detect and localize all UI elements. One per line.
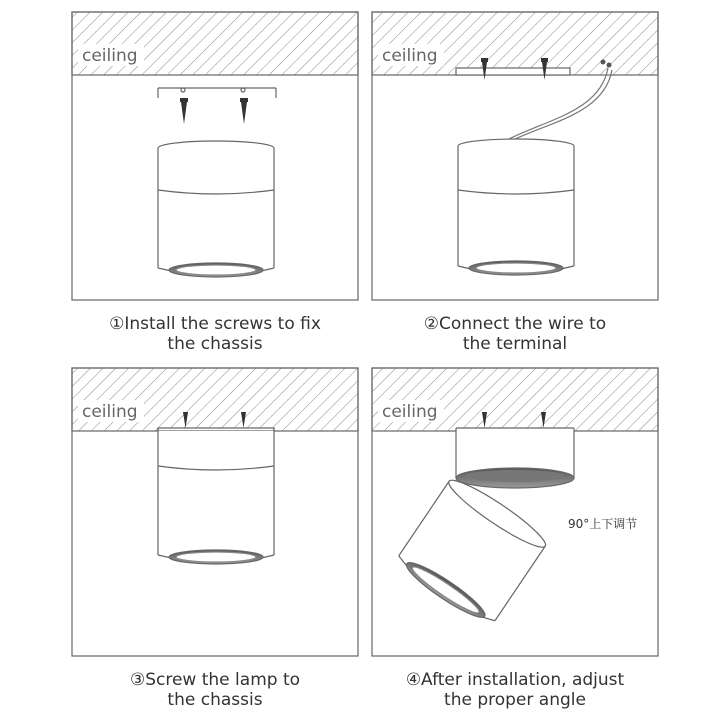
- step-2-caption-line1: ②Connect the wire to: [423, 314, 607, 334]
- step-1-lamp: [158, 141, 274, 277]
- step-4-caption-line1: ④After installation, adjust: [405, 670, 625, 690]
- step-4-angle-note: 90°上下调节: [568, 517, 638, 531]
- step-3-caption-line1: ③Screw the lamp to: [129, 670, 301, 690]
- step-3-ceiling-label: ceiling: [82, 402, 138, 422]
- step-4-mount-housing: [456, 428, 574, 488]
- step-1-panel: [72, 12, 358, 354]
- step-1-ceiling-label: ceiling: [82, 46, 138, 66]
- step-4-caption-line2: the proper angle: [444, 690, 586, 710]
- step-2-panel: [372, 12, 658, 354]
- step-2-ceiling-label: ceiling: [382, 46, 438, 66]
- step-1-caption-line2: the chassis: [167, 334, 263, 354]
- step-3-lamp: [158, 428, 274, 564]
- step-2-caption-line2: the terminal: [462, 334, 568, 354]
- step-3-panel: [72, 368, 358, 710]
- step-4-ceiling-label: ceiling: [382, 402, 438, 422]
- step-3-caption-line2: the chassis: [167, 690, 263, 710]
- step-1-caption-line1: ①Install the screws to fix: [109, 314, 321, 334]
- step-2-lamp: [458, 139, 574, 275]
- step-2-chassis-plate: [456, 68, 570, 75]
- step-4-panel: [372, 368, 658, 710]
